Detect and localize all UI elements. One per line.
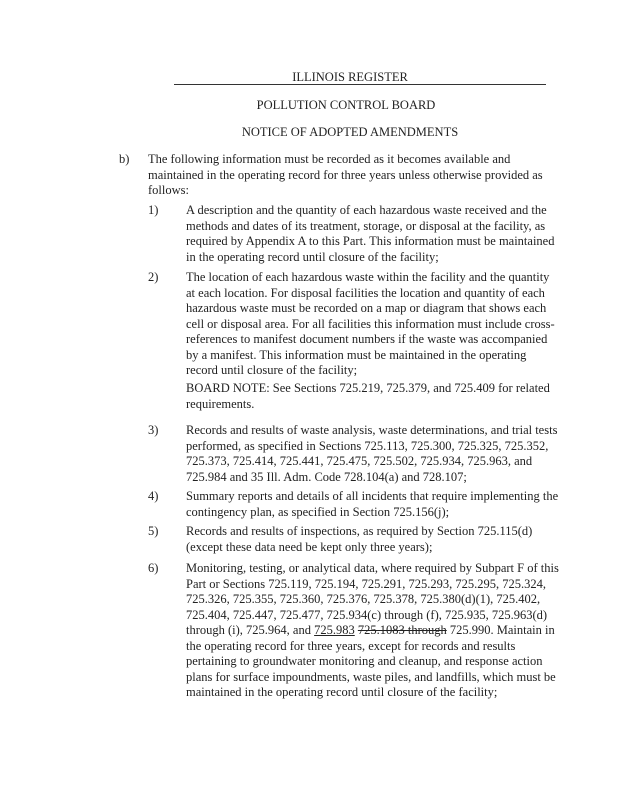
item-4-text [186,489,558,520]
board-title: POLLUTION CONTROL BOARD [256,98,436,112]
text-line: at each location. For disposal facilities the location and quantity of each [186,285,545,300]
inserted-text: 725.983 [314,623,355,637]
item-6-text [186,561,559,701]
notice-title: NOTICE OF ADOPTED AMENDMENTS [241,125,459,139]
register-title: ILLINOIS REGISTER [292,70,408,84]
section-b-text [148,152,543,199]
item-5-label: 5) [148,524,159,538]
line-suffix: 725.990. Maintain in [446,623,555,637]
text-line: performed, as specified in Sections 725.113, 725.300, 725.325, 725.352, [186,438,549,453]
text-line: cell or disposal area. For all facilities this information must include cross- [186,316,555,331]
item-3-label: 3) [148,423,159,437]
text-line: Monitoring, testing, or analytical data, where required by Subpart F of this [186,561,559,575]
text-line: A description and the quantity of each hazardous waste received and the [186,203,547,217]
text-line: 725.404, 725.447, 725.477, 725.934(c) through (f), 725.935, 725.963(d) [186,607,548,622]
text-line: maintained in the operating record for three years unless otherwise provided as [148,167,543,182]
text-line: methods and dates of its treatment, storage, or disposal at the facility, as [186,218,546,233]
text-line: The location of each hazardous waste within the facility and the quantity [186,270,550,284]
text-line: follows: [148,183,189,197]
text-line: (except these data need be kept only three years); [186,539,433,554]
text-line: in the operating record until closure of the facility; [186,249,439,264]
text-line: plans for surface impoundments, waste piles, and landfills, which must be [186,669,556,684]
amended-line [186,623,559,639]
text-line: BOARD NOTE: See Sections 725.219, 725.379, and 725.409 for related [186,381,550,395]
text-line: record until closure of the facility; [186,363,358,377]
text-line: hazardous waste must be recorded on a map or diagram that shows each [186,301,547,315]
text-line: required by Appendix A to this Part. This information must be maintained [186,234,555,248]
text-line: Part or Sections 725.119, 725.194, 725.291, 725.293, 725.295, 725.324, [186,576,546,591]
text-line: Records and results of inspections, as required by Section 725.115(d) [186,524,533,538]
text-line: the operating record for three years, except for records and results [186,638,516,653]
text-line: 725.326, 725.355, 725.360, 725.376, 725.378, 725.380(d)(1), 725.402, [186,592,541,606]
deleted-text: 725.1083 through [357,623,447,637]
item-2-text [186,270,555,379]
item-1-text [186,203,554,265]
item-1-label: 1) [148,203,159,217]
text-line: 725.373, 725.414, 725.441, 725.475, 725.502, 725.934, 725.963, and [186,454,533,468]
item-4-label: 4) [148,489,159,503]
text-line: contingency plan, as specified in Section 725.156(j); [186,504,450,519]
line-prefix: through (i), 725.964, and [186,623,315,637]
board-note [186,381,550,412]
item-2-label: 2) [148,270,159,284]
text-line: by a manifest. This information must be maintained in the operating [186,347,527,362]
text-line: The following information must be recorded as it becomes available and [148,152,511,166]
header-rule [174,84,546,85]
item-3-text [186,423,557,485]
text-line: pertaining to groundwater monitoring and cleanup, and response action [186,654,543,668]
text-line: 725.984 and 35 Ill. Adm. Code 728.104(a) and 728.107; [186,469,467,484]
text-line: Summary reports and details of all incidents that require implementing the [186,489,559,503]
item-5-text [186,524,532,555]
text-line: Records and results of waste analysis, waste determinations, and trial tests [186,423,558,437]
text-line: requirements. [186,396,255,411]
text-line: maintained in the operating record until closure of the facility; [186,685,498,699]
section-b-label: b) [119,152,130,166]
text-line: references to manifest document numbers if the waste was accompanied [186,332,548,346]
item-6-label: 6) [148,561,159,575]
